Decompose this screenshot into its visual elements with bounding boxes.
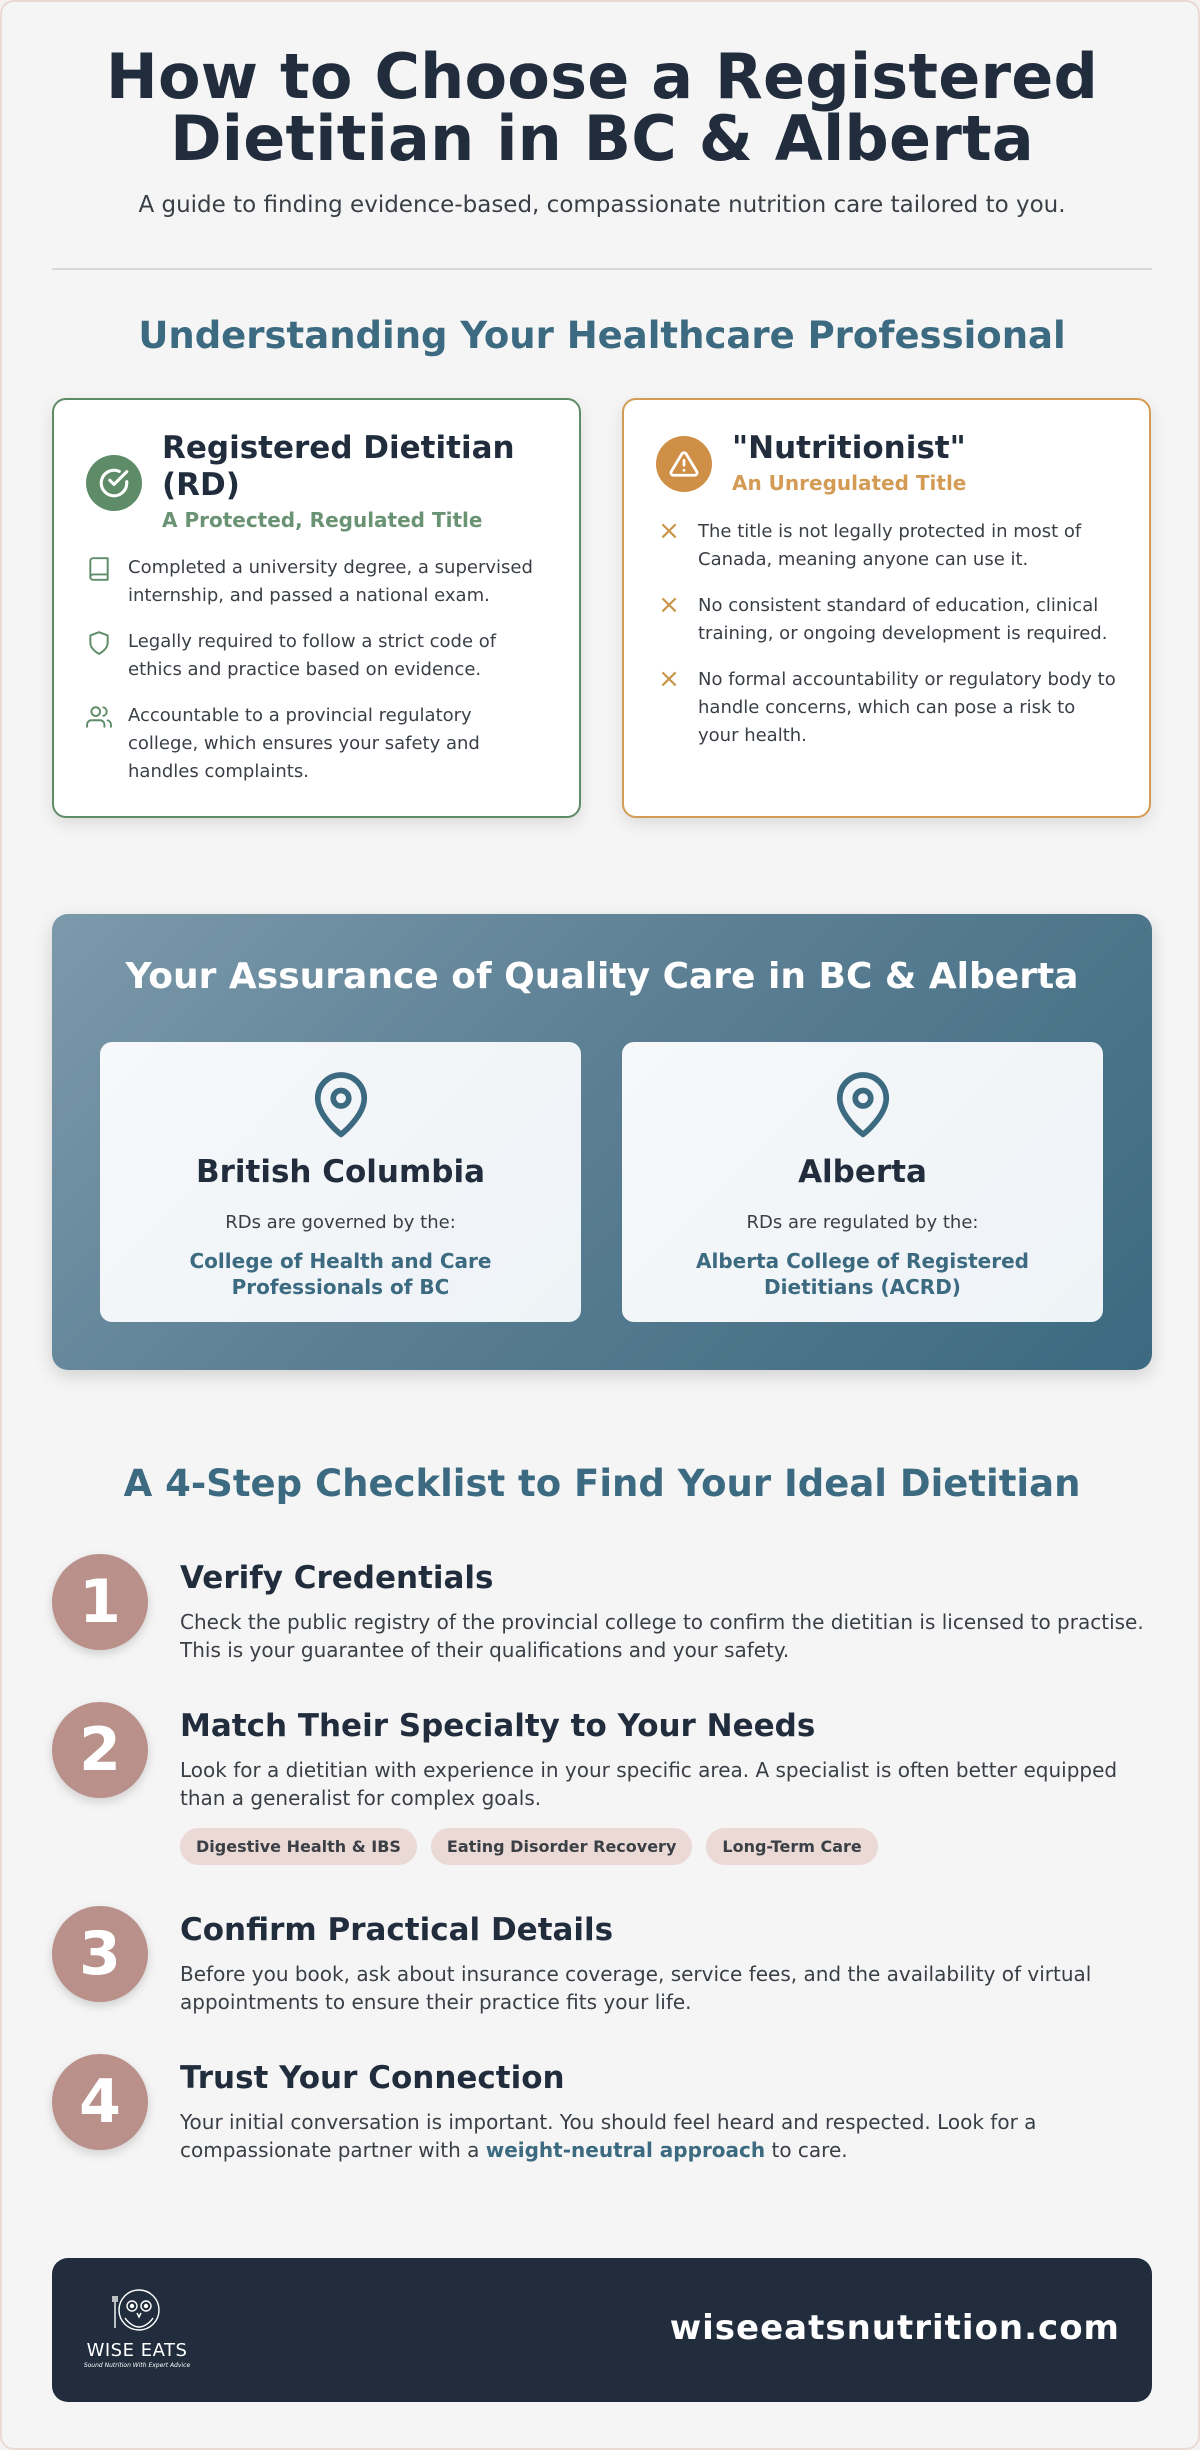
x-icon: × — [658, 590, 680, 620]
step-title: Trust Your Connection — [180, 2060, 565, 2096]
province-governed-label: RDs are regulated by the: — [746, 1212, 979, 1233]
warning-badge-icon — [656, 436, 712, 492]
nutritionist-card-title: "Nutritionist" — [732, 430, 966, 466]
x-icon: × — [658, 516, 680, 546]
step-number: 3 — [52, 1906, 148, 2002]
page-title-line-2: Dietitian in BC & Alberta — [170, 102, 1034, 175]
list-item — [86, 554, 547, 610]
list-item-text: Accountable to a provincial regulatory college, which ensures your safety and handles complaints. — [128, 705, 480, 782]
page-title — [52, 40, 1152, 175]
step-title: Match Their Specialty to Your Needs — [180, 1708, 816, 1744]
rd-card-title: Registered Dietitian (RD) — [162, 430, 515, 504]
wise-eats-logo — [82, 2286, 192, 2376]
map-pin-icon — [832, 1072, 894, 1140]
page-title-line-1: How to Choose a Registered — [105, 40, 1099, 113]
nutritionist-card-subtitle: An Unregulated Title — [732, 471, 967, 496]
nutritionist-card-header — [732, 430, 1132, 495]
step-text: Before you book, ask about insurance coverage, service fees, and the availability of virtual appointments to ensure their practice fits your life. — [180, 1962, 1092, 2014]
step-title: Confirm Practical Details — [180, 1912, 614, 1948]
list-item — [656, 518, 1117, 574]
list-item — [656, 592, 1117, 648]
nutritionist-card-list — [656, 518, 1117, 768]
quality-care-title: Your Assurance of Quality Care in BC & Alberta — [125, 956, 1079, 997]
check-badge-icon — [86, 455, 142, 511]
logo-tagline: Sound Nutrition With Expert Advice — [83, 2362, 191, 2369]
step-text: Check the public registry of the provincial college to confirm the dietitian is licensed to practise. This is your guarantee of their qualifications and your safety. — [180, 1610, 1144, 1662]
rd-card-list — [86, 554, 547, 804]
step-body — [180, 1708, 1152, 1865]
specialty-tags — [180, 1828, 1152, 1865]
shield-icon — [86, 630, 112, 656]
step-title: Verify Credentials — [180, 1560, 494, 1596]
rd-card-header — [162, 430, 562, 532]
specialty-tag: Eating Disorder Recovery — [431, 1828, 692, 1865]
book-icon — [86, 556, 112, 582]
province-college: Alberta College of Registered Dietitians (ACRD) — [696, 1249, 1029, 1299]
divider — [52, 268, 1152, 270]
province-name: British Columbia — [195, 1154, 486, 1190]
list-item-text: No consistent standard of education, clinical training, or ongoing development is required. — [698, 595, 1108, 644]
step-body — [180, 2060, 1152, 2164]
x-icon: × — [658, 664, 680, 694]
list-item-text: The title is not legally protected in most of Canada, meaning anyone can use it. — [698, 521, 1082, 570]
quality-care-panel — [52, 914, 1152, 1370]
section-title-checklist: A 4-Step Checklist to Find Your Ideal Dietitian — [123, 1462, 1081, 1505]
specialty-tag: Digestive Health & IBS — [180, 1828, 417, 1865]
rd-card — [52, 398, 581, 818]
step-number: 1 — [52, 1554, 148, 1650]
nutritionist-card — [622, 398, 1151, 818]
map-pin-icon — [310, 1072, 372, 1140]
list-item — [86, 628, 547, 684]
step-text — [180, 2108, 1152, 2164]
specialty-tag: Long-Term Care — [706, 1828, 877, 1865]
step-body — [180, 1912, 1152, 2016]
step-text-part: Your initial conversation is important. You should feel heard and respected. Look for a compassionate partner with a — [180, 2110, 1037, 2162]
step-text-part: to care. — [765, 2138, 848, 2162]
step-number: 4 — [52, 2054, 148, 2150]
list-item-text: Legally required to follow a strict code of ethics and practice based on evidence. — [128, 631, 497, 680]
province-name: Alberta — [798, 1154, 927, 1190]
list-item — [656, 666, 1117, 750]
users-icon — [86, 704, 112, 730]
province-card-bc — [100, 1042, 581, 1322]
step-body — [180, 1560, 1152, 1664]
weight-neutral-highlight: weight-neutral approach — [485, 2138, 766, 2162]
province-card-alberta — [622, 1042, 1103, 1322]
owl-logo-icon — [111, 2286, 163, 2336]
list-item-text: No formal accountability or regulatory body to handle concerns, which can pose a risk to your health. — [698, 669, 1116, 746]
list-item — [86, 702, 547, 786]
header — [52, 40, 1152, 218]
step-text: Look for a dietitian with experience in your specific area. A specialist is often better equipped than a generalist for complex goals. — [180, 1758, 1118, 1810]
step-number: 2 — [52, 1702, 148, 1798]
logo-name: WISE EATS — [86, 2340, 188, 2361]
section-title-professional: Understanding Your Healthcare Professional — [138, 314, 1066, 357]
page-subtitle: A guide to finding evidence-based, compassionate nutrition care tailored to you. — [138, 192, 1066, 218]
province-governed-label: RDs are governed by the: — [225, 1212, 456, 1233]
list-item-text: Completed a university degree, a supervised internship, and passed a national exam. — [128, 557, 533, 606]
rd-card-subtitle: A Protected, Regulated Title — [162, 508, 483, 533]
footer — [52, 2258, 1152, 2402]
website-link[interactable]: wiseeatsnutrition.com — [669, 2308, 1120, 2348]
province-college: College of Health and Care Professionals of BC — [189, 1249, 492, 1299]
